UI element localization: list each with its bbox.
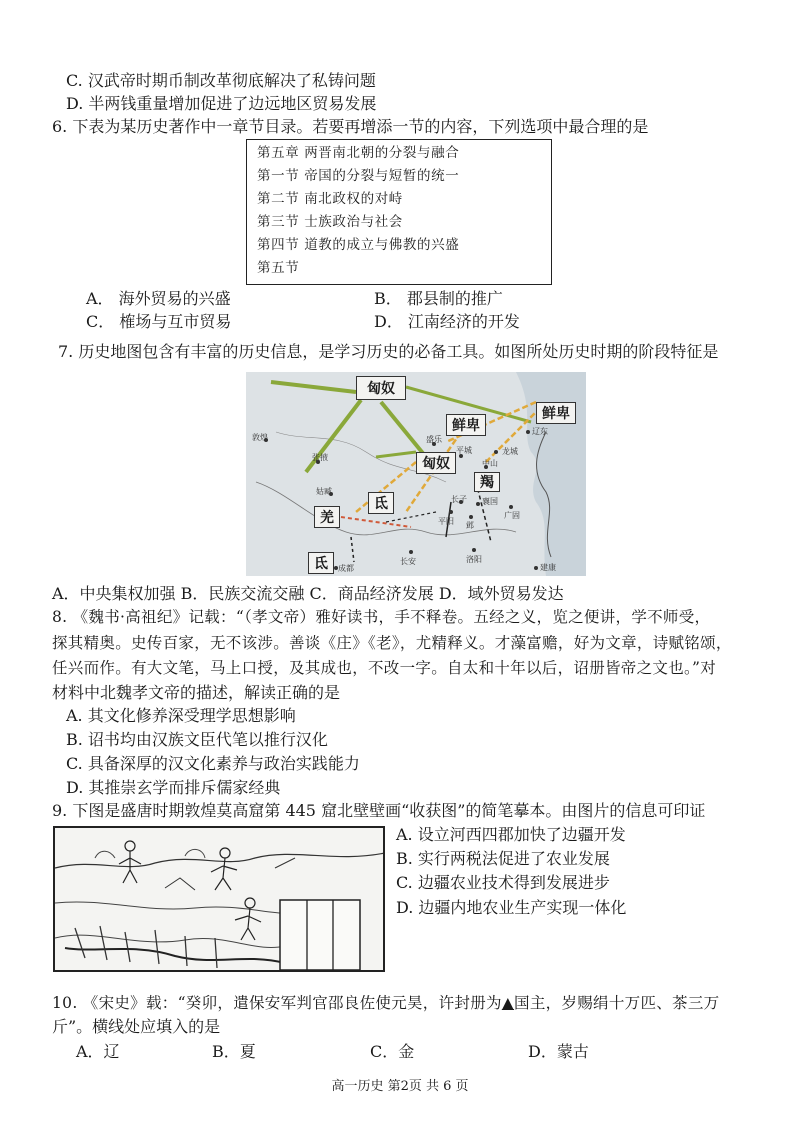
toc-line: 第二节 南北政权的对峙 (257, 191, 403, 207)
page-footer: 高一历史 第2页 共 6 页 (331, 1079, 469, 1094)
q8-line-1: 8. 《魏书·高祖纪》记载：“（孝文帝）雅好读书，手不释卷。五经之义，览之便讲，学不师受， (52, 608, 711, 626)
q9-stem: 9. 下图是盛唐时期敦煌莫高窟第 445 窟北壁壁画“收获图”的简笔摹本。由图片的信息可印证 (52, 801, 706, 820)
q10-line-1 (52, 992, 719, 1014)
q6-option-b: B． 郡县制的推广 (374, 289, 503, 308)
map-place: 敦煌 (252, 433, 268, 442)
map-place: 平城 (456, 446, 472, 455)
q10-option-c: C．金 (370, 1042, 415, 1061)
toc-line: 第四节 道教的成立与佛教的兴盛 (257, 237, 460, 253)
map-place: 龙城 (502, 447, 518, 456)
map-box-xianbei: 鲜卑 (446, 414, 486, 436)
map-place: 成都 (338, 564, 354, 573)
map-place: 中山 (482, 459, 498, 468)
map-place: 邺 (466, 521, 474, 530)
toc-line: 第五章 两晋南北朝的分裂与融合 (257, 145, 460, 161)
map-box-xiongnu: 匈奴 (416, 452, 456, 474)
map-box-xiongnu-north: 匈奴 (356, 376, 406, 400)
map-place: 洛阳 (466, 555, 482, 564)
map-place: 平阳 (438, 517, 454, 526)
q6-stem: 6. 下表为某历史著作中一章节目录。若要再增添一节的内容，下列选项中最合理的是 (52, 117, 649, 136)
map-box-qiang: 羌 (314, 506, 340, 528)
q8-option-d: D. 其推崇玄学而排斥儒家经典 (66, 778, 281, 797)
q9-option-a: A. 设立河西四郡加快了边疆开发 (396, 825, 626, 844)
toc-line: 第五节 (257, 260, 300, 276)
map-place: 长安 (400, 557, 416, 566)
map-box-jie: 羯 (474, 472, 500, 492)
map-box-xianbei-east: 鲜卑 (536, 402, 576, 424)
q6-option-d: D． 江南经济的开发 (374, 312, 520, 331)
q10-text-a: 10. 《宋史》载：“癸卯，遣保安军判官邵良佐使元昊，许封册为 (52, 994, 502, 1012)
toc-line: 第一节 帝国的分裂与短暂的统一 (257, 168, 460, 184)
q5-option-d: D. 半两钱重量增加促进了边远地区贸易发展 (66, 94, 377, 113)
q10-option-d: D．蒙古 (528, 1042, 589, 1061)
q10-line-2: 斤”。横线处应填入的是 (52, 1017, 221, 1036)
q5-option-c: C. 汉武帝时期币制改革彻底解决了私铸问题 (66, 71, 376, 90)
harvest-drawing (55, 828, 385, 972)
q6-toc-table (246, 139, 552, 285)
q8-line-3: 任兴而作。有大文笔，马上口授，及其成也，不改一字。自太和十年以后，诏册皆帝之文也。”对 (52, 659, 717, 677)
q10-blank-marker: ▲ (501, 994, 515, 1012)
map-box-di: 氐 (368, 492, 394, 514)
map-box-di-south: 氐 (308, 552, 334, 574)
q7-stem: 7. 历史地图包含有丰富的历史信息，是学习历史的必备工具。如图所处历史时期的阶段特征是 (58, 342, 719, 361)
q8-option-b: B. 诏书均由汉族文臣代笔以推行汉化 (66, 730, 328, 749)
map-place: 建康 (540, 563, 556, 572)
q10-option-b: B．夏 (212, 1042, 256, 1061)
q9-harvest-mural-figure (53, 826, 385, 972)
map-place: 张掖 (312, 453, 328, 462)
q9-option-b: B. 实行两税法促进了农业发展 (396, 849, 610, 868)
q8-line-4: 材料中北魏孝文帝的描述，解读正确的是 (52, 683, 341, 702)
q8-option-a: A. 其文化修养深受理学思想影响 (66, 706, 296, 725)
toc-line: 第三节 士族政治与社会 (257, 214, 403, 230)
map-place: 姑臧 (316, 487, 332, 496)
q8-line-2: 探其精奥。史传百家，无不该涉。善谈《庄》《老》，尤精释义。才藻富赡，好为文章，诗赋铭颂， (52, 634, 732, 652)
q8-option-c: C. 具备深厚的汉文化素养与政治实践能力 (66, 754, 360, 773)
map-place: 广固 (504, 511, 520, 520)
map-place: 辽东 (532, 427, 548, 436)
q7-history-map (246, 372, 586, 576)
map-drawing (246, 372, 586, 576)
q10-text-b: 国主，岁赐绢十万匹、茶三万 (514, 994, 720, 1012)
map-place: 盛乐 (426, 435, 442, 444)
q6-option-a: A． 海外贸易的兴盛 (86, 289, 231, 308)
map-place: 长子 (451, 495, 467, 504)
q10-option-a: A．辽 (76, 1042, 120, 1061)
q9-option-c: C. 边疆农业技术得到发展进步 (396, 873, 610, 892)
map-place: 襄国 (482, 497, 498, 506)
q7-options: A．中央集权加强 B．民族交流交融 C．商品经济发展 D．域外贸易发达 (52, 584, 564, 603)
q6-option-c: C． 榷场与互市贸易 (86, 312, 232, 331)
q9-option-d: D. 边疆内地农业生产实现一体化 (396, 898, 627, 917)
